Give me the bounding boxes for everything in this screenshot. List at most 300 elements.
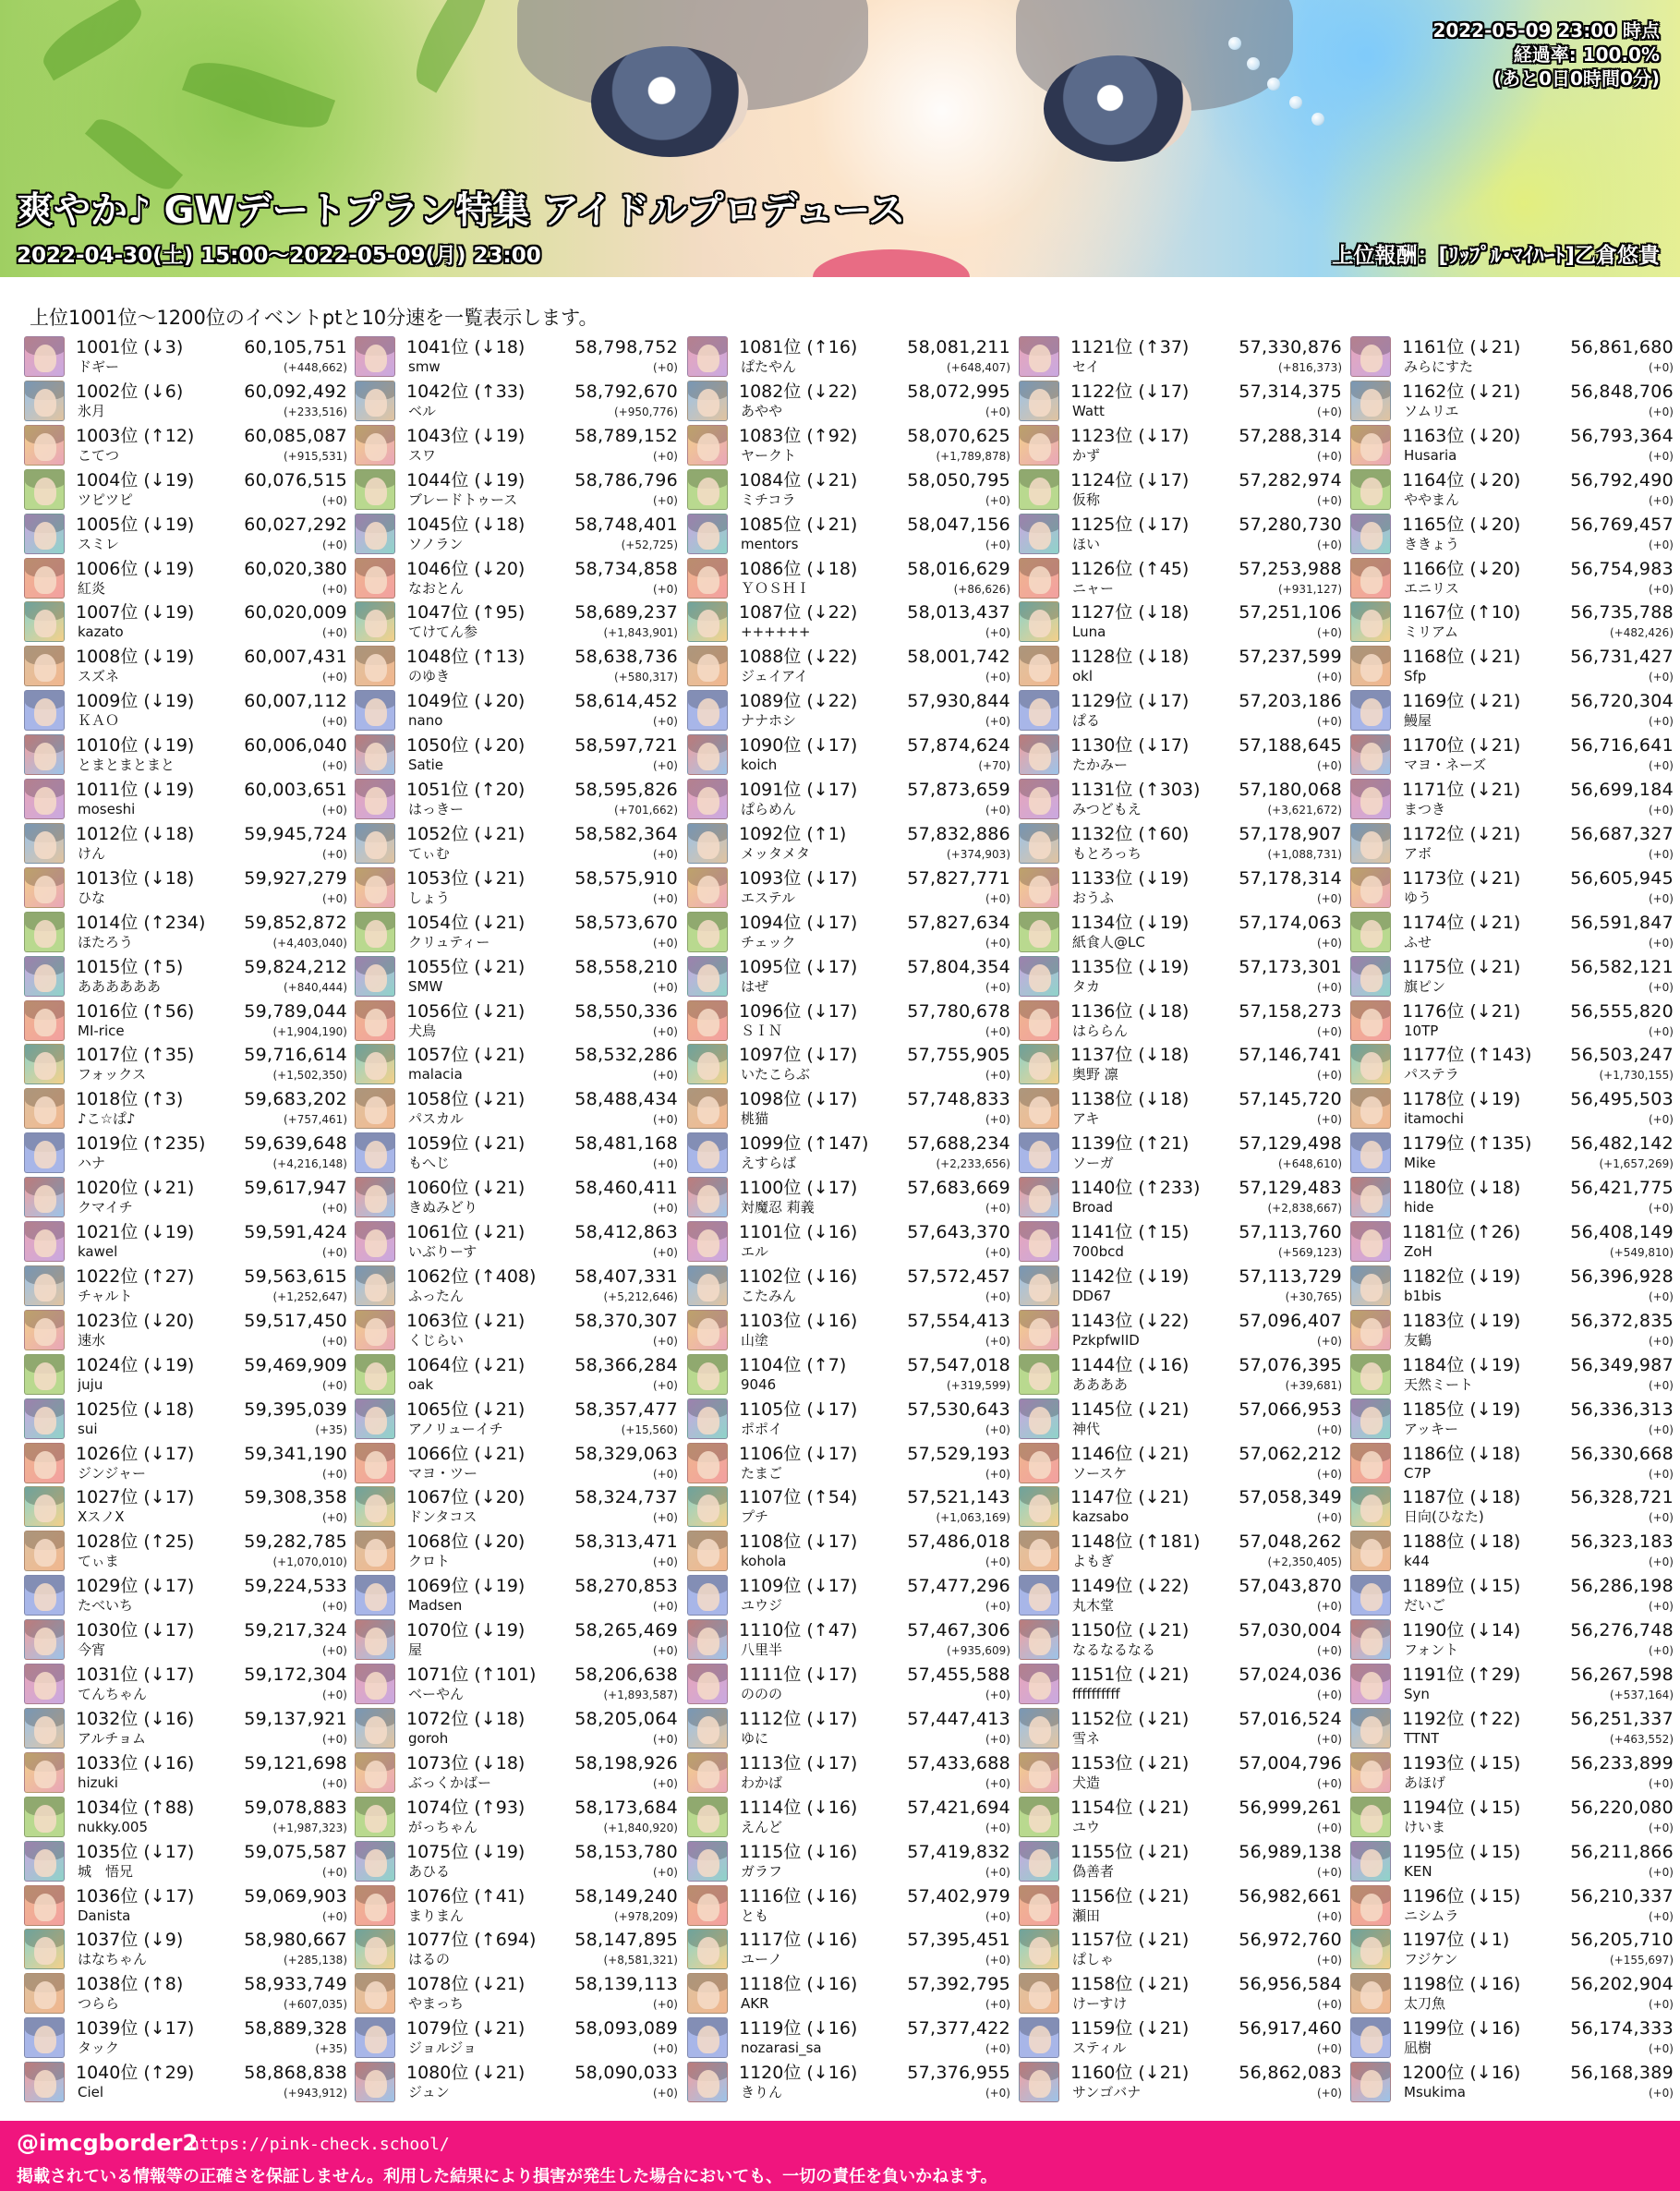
producer-name: ポポイ (741, 1421, 783, 1437)
rank-label: 1188位 (↓18) (1402, 1531, 1521, 1553)
ten-minute-speed: (+0) (321, 759, 347, 773)
ten-minute-speed: (+701,662) (613, 804, 678, 817)
ten-minute-speed: (+0) (652, 715, 678, 729)
ranking-entry (24, 1573, 347, 1617)
event-points: 57,251,106 (1239, 602, 1342, 623)
producer-name: かず (1072, 447, 1101, 464)
ten-minute-speed: (+374,903) (946, 847, 1010, 861)
event-points: 60,006,040 (244, 735, 347, 757)
producer-name: Broad (1072, 1200, 1114, 1217)
idol-avatar (1350, 1752, 1391, 1793)
ten-minute-speed: (+0) (1316, 1776, 1342, 1790)
event-points: 57,288,314 (1239, 425, 1342, 446)
producer-name: パステラ (1404, 1067, 1459, 1083)
rank-label: 1047位 (↑95) (406, 602, 526, 623)
producer-name: nukky.005 (78, 1819, 148, 1835)
ranking-entry (1019, 1971, 1342, 2015)
idol-avatar (687, 1132, 728, 1173)
event-points: 57,402,979 (907, 1885, 1010, 1907)
idol-avatar (1350, 2017, 1391, 2058)
idol-avatar (1350, 823, 1391, 864)
intro-text: 上位1001位～1200位のイベントptと10分速を一覧表示します。 (30, 307, 598, 329)
rank-label: 1089位 (↓22) (739, 691, 858, 712)
idol-avatar (24, 601, 65, 642)
event-points: 56,396,928 (1570, 1265, 1674, 1287)
event-points: 58,789,152 (574, 425, 678, 446)
ten-minute-speed: (+0) (985, 936, 1010, 950)
event-points: 58,139,113 (574, 1974, 678, 1995)
ranking-entry (24, 1397, 347, 1441)
rank-label: 1172位 (↓21) (1402, 823, 1521, 844)
idol-avatar (1019, 1708, 1059, 1749)
event-points: 60,027,292 (244, 514, 347, 535)
idol-avatar (1019, 1486, 1059, 1527)
event-points: 58,070,625 (907, 425, 1010, 446)
rank-label: 1169位 (↓21) (1402, 691, 1521, 712)
ten-minute-speed: (+0) (985, 1998, 1010, 2012)
event-points: 58,980,667 (244, 1930, 347, 1951)
event-points: 59,591,424 (244, 1222, 347, 1242)
idol-avatar (1019, 1973, 1059, 2014)
ranking-entry (1350, 732, 1674, 777)
ten-minute-speed: (+0) (1316, 2087, 1342, 2100)
idol-avatar (1019, 381, 1059, 421)
producer-name: ミチコラ (741, 491, 796, 508)
event-points: 57,547,018 (907, 1354, 1010, 1375)
event-points: 59,341,190 (244, 1443, 347, 1464)
ranking-entry (1019, 2060, 1342, 2104)
ranking-entry (355, 644, 678, 688)
idol-avatar (1019, 1044, 1059, 1084)
producer-name: てぃま (78, 1554, 119, 1570)
producer-name: ほたろう (78, 934, 134, 950)
idol-avatar (355, 1841, 395, 1882)
event-points: 57,174,063 (1239, 912, 1342, 933)
idol-avatar (24, 956, 65, 997)
rank-label: 1078位 (↓21) (406, 1974, 526, 1995)
ten-minute-speed: (+0) (985, 1024, 1010, 1038)
idol-avatar (24, 690, 65, 731)
producer-name: kawel (78, 1244, 118, 1260)
idol-avatar (24, 2062, 65, 2102)
producer-name: まつき (1404, 802, 1446, 817)
rank-label: 1036位 (↓17) (76, 1885, 195, 1907)
event-points: 59,945,724 (244, 823, 347, 844)
ranking-entry (687, 599, 1010, 644)
producer-name: 700bcd (1072, 1244, 1124, 1260)
event-points: 57,282,974 (1239, 469, 1342, 490)
event-points: 58,575,910 (574, 867, 678, 889)
ten-minute-speed: (+86,626) (953, 582, 1010, 596)
ten-minute-speed: (+0) (1648, 847, 1674, 861)
idol-avatar (1350, 1664, 1391, 1704)
rank-label: 1145位 (↓21) (1070, 1398, 1190, 1420)
ten-minute-speed: (+0) (652, 759, 678, 773)
producer-name: ぱらめん (741, 802, 797, 817)
idol-avatar (355, 734, 395, 775)
idol-avatar (355, 690, 395, 731)
ten-minute-speed: (+0) (1648, 493, 1674, 507)
idol-avatar (24, 469, 65, 510)
idol-avatar (1019, 1354, 1059, 1395)
producer-name: ドンタコス (408, 1509, 477, 1526)
producer-name: けん (78, 845, 106, 862)
ten-minute-speed: (+0) (1316, 1821, 1342, 1834)
idol-avatar (24, 1398, 65, 1439)
ten-minute-speed: (+0) (985, 2087, 1010, 2100)
event-points: 58,573,670 (574, 912, 678, 933)
ranking-entry (1350, 1131, 1674, 1175)
ten-minute-speed: (+1,893,587) (603, 1689, 678, 1701)
rank-label: 1065位 (↓21) (406, 1398, 526, 1420)
ranking-entry (24, 1750, 347, 1795)
producer-name: ベル (408, 403, 437, 419)
rank-label: 1049位 (↓20) (406, 691, 526, 712)
event-points: 58,366,284 (574, 1354, 678, 1375)
event-points: 58,206,638 (574, 1664, 678, 1685)
ranking-entry (1350, 1795, 1674, 1839)
event-points: 56,408,149 (1570, 1222, 1674, 1242)
ranking-entry (687, 1131, 1010, 1175)
producer-name: 山塗 (741, 1332, 769, 1349)
idol-avatar (687, 1531, 728, 1571)
producer-name: 9046 (741, 1376, 777, 1393)
idol-avatar (687, 956, 728, 997)
producer-name: Msukima (1404, 2085, 1466, 2101)
ten-minute-speed: (+155,697) (1609, 1954, 1674, 1967)
producer-name: はなちゃん (78, 1952, 148, 1968)
ranking-column (1350, 334, 1674, 2108)
idol-avatar (687, 734, 728, 775)
producer-name: エステル (741, 890, 795, 906)
ranking-entry (687, 1617, 1010, 1662)
rank-label: 1119位 (↓16) (739, 2018, 858, 2040)
rank-label: 1150位 (↓21) (1070, 1620, 1190, 1641)
rank-label: 1101位 (↓16) (739, 1222, 858, 1242)
ten-minute-speed: (+0) (985, 493, 1010, 507)
rank-label: 1006位 (↓19) (76, 558, 195, 579)
ranking-entry (355, 1573, 678, 1617)
ten-minute-speed: (+1,789,878) (936, 449, 1010, 463)
ten-minute-speed: (+0) (1648, 1865, 1674, 1879)
ranking-entry (687, 1175, 1010, 1219)
producer-name: k44 (1404, 1554, 1430, 1570)
ten-minute-speed: (+0) (985, 1909, 1010, 1923)
event-points: 56,330,668 (1570, 1443, 1674, 1464)
rank-label: 1024位 (↓19) (76, 1354, 195, 1375)
event-points: 58,270,853 (574, 1576, 678, 1597)
ten-minute-speed: (+0) (652, 1246, 678, 1259)
idol-avatar (687, 1664, 728, 1704)
ranking-entry (24, 644, 347, 688)
producer-name: ああああああ (78, 978, 162, 995)
ten-minute-speed: (+0) (1316, 1069, 1342, 1083)
event-points: 60,076,515 (244, 469, 347, 490)
idol-avatar (1019, 867, 1059, 908)
idol-avatar (687, 2017, 728, 2058)
producer-name: hide (1404, 1200, 1434, 1217)
ten-minute-speed: (+2,233,656) (936, 1157, 1010, 1171)
ten-minute-speed: (+0) (1648, 1998, 1674, 2012)
event-points: 59,172,304 (244, 1664, 347, 1685)
ten-minute-speed: (+0) (1648, 804, 1674, 817)
event-points: 57,554,413 (907, 1310, 1010, 1331)
idol-avatar (355, 2062, 395, 2102)
ranking-entry (1350, 599, 1674, 644)
producer-name: nozarasi_sa (741, 2040, 822, 2057)
remaining-time: (あと0日0時間0分) (1493, 67, 1660, 90)
ranking-entry (355, 1264, 678, 1308)
producer-name: あやや (741, 403, 783, 419)
reward-text: 上位報酬：[ﾘｯﾌﾟﾙ･ﾏｲﾊｰﾄ]乙倉悠貴 (1332, 244, 1660, 268)
producer-name: おうふ (1072, 890, 1115, 906)
ranking-entry (687, 910, 1010, 954)
ranking-entry (355, 732, 678, 777)
rank-label: 1179位 (↑135) (1402, 1133, 1532, 1155)
event-points: 58,265,469 (574, 1620, 678, 1641)
producer-name: えすらば (741, 1156, 797, 1172)
ranking-entry (1019, 999, 1342, 1043)
ranking-entry (1350, 467, 1674, 512)
event-points: 57,237,599 (1239, 647, 1342, 668)
ten-minute-speed: (+1,840,920) (603, 1821, 678, 1834)
ten-minute-speed: (+0) (1316, 1113, 1342, 1127)
pearl-decoration (1228, 37, 1241, 50)
ten-minute-speed: (+0) (985, 1865, 1010, 1879)
ten-minute-speed: (+0) (1316, 449, 1342, 463)
producer-name: スミレ (78, 536, 120, 552)
rank-label: 1002位 (↓6) (76, 381, 184, 402)
idol-avatar (687, 1486, 728, 1527)
ten-minute-speed: (+0) (985, 1689, 1010, 1701)
ten-minute-speed: (+0) (985, 980, 1010, 994)
ranking-entry (355, 1086, 678, 1131)
eye-illustration (591, 46, 748, 157)
producer-name: まりまん (408, 1907, 465, 1924)
ranking-entry (1350, 556, 1674, 600)
ten-minute-speed: (+0) (985, 2042, 1010, 2056)
producer-name: 旗ピン (1404, 978, 1446, 995)
idol-avatar (355, 514, 395, 554)
idol-avatar (24, 558, 65, 599)
event-points: 56,731,427 (1570, 647, 1674, 668)
idol-avatar (355, 1486, 395, 1527)
event-points: 59,395,039 (244, 1398, 347, 1420)
producer-name: ユウ (1072, 1819, 1101, 1835)
ten-minute-speed: (+0) (1648, 1644, 1674, 1658)
producer-name: 八里半 (741, 1642, 783, 1659)
idol-avatar (687, 1354, 728, 1395)
idol-avatar (1019, 1752, 1059, 1793)
ten-minute-speed: (+1,904,190) (272, 1024, 347, 1038)
ten-minute-speed: (+0) (985, 1246, 1010, 1259)
ranking-entry (1019, 1750, 1342, 1795)
ten-minute-speed: (+0) (1648, 1909, 1674, 1923)
event-points: 56,862,083 (1239, 2063, 1342, 2084)
ranking-entry (355, 1706, 678, 1750)
event-points: 58,407,331 (574, 1265, 678, 1287)
rank-label: 1187位 (↓18) (1402, 1487, 1521, 1508)
rank-label: 1082位 (↓22) (739, 381, 858, 402)
idol-avatar (687, 381, 728, 421)
ten-minute-speed: (+0) (321, 1511, 347, 1525)
ten-minute-speed: (+0) (652, 2087, 678, 2100)
ten-minute-speed: (+70) (978, 759, 1010, 773)
ranking-entry (687, 1529, 1010, 1573)
ranking-entry (687, 777, 1010, 821)
producer-name: タカ (1072, 978, 1101, 995)
idol-avatar (24, 646, 65, 686)
event-points: 58,050,795 (907, 469, 1010, 490)
ranking-entry (1350, 954, 1674, 999)
idol-avatar (687, 646, 728, 686)
ten-minute-speed: (+0) (985, 1776, 1010, 1790)
event-points: 60,020,009 (244, 602, 347, 623)
event-points: 56,202,904 (1570, 1974, 1674, 1995)
rank-label: 1008位 (↓19) (76, 647, 195, 668)
ranking-entry (355, 1883, 678, 1928)
idol-avatar (24, 867, 65, 908)
footer (0, 2121, 1680, 2191)
event-points: 57,832,886 (907, 823, 1010, 844)
idol-avatar (687, 1841, 728, 1882)
site-link[interactable]: https://pink-check.school/ (189, 2135, 450, 2154)
rank-label: 1014位 (↑234) (76, 912, 206, 933)
ten-minute-speed: (+0) (1316, 1334, 1342, 1348)
rank-label: 1105位 (↓17) (739, 1398, 858, 1420)
rank-label: 1195位 (↓15) (1402, 1841, 1521, 1862)
idol-avatar (1350, 646, 1391, 686)
ten-minute-speed: (+0) (985, 1334, 1010, 1348)
ten-minute-speed: (+0) (1648, 891, 1674, 905)
ranking-entry (24, 556, 347, 600)
producer-name: エニリス (1404, 580, 1459, 597)
producer-name: malacia (408, 1067, 463, 1083)
rank-label: 1113位 (↓17) (739, 1752, 858, 1773)
ten-minute-speed: (+39,681) (1285, 1378, 1342, 1392)
producer-name: ふったん (408, 1288, 465, 1304)
rank-label: 1115位 (↓16) (739, 1841, 858, 1862)
event-points: 58,081,211 (907, 337, 1010, 357)
event-points: 57,043,870 (1239, 1576, 1342, 1597)
rank-label: 1061位 (↓21) (406, 1222, 526, 1242)
timestamp-box (1327, 18, 1660, 111)
ranking-entry (24, 1042, 347, 1086)
event-points: 57,048,262 (1239, 1531, 1342, 1553)
rank-label: 1160位 (↓21) (1070, 2063, 1190, 2084)
rank-label: 1146位 (↓21) (1070, 1443, 1190, 1464)
idol-avatar (355, 646, 395, 686)
idol-avatar (1019, 1929, 1059, 1969)
rank-label: 1088位 (↓22) (739, 647, 858, 668)
rank-label: 1158位 (↓21) (1070, 1974, 1190, 1995)
rank-label: 1057位 (↓21) (406, 1045, 526, 1066)
ten-minute-speed: (+0) (321, 804, 347, 817)
ranking-column (355, 334, 678, 2108)
ten-minute-speed: (+0) (652, 1202, 678, 1216)
rank-label: 1062位 (↑408) (406, 1265, 537, 1287)
event-points: 56,372,835 (1570, 1310, 1674, 1331)
producer-name: てぃむ (408, 845, 450, 862)
idol-avatar (24, 734, 65, 775)
rank-label: 1182位 (↓19) (1402, 1265, 1521, 1287)
ten-minute-speed: (+648,610) (1277, 1157, 1342, 1171)
ten-minute-speed: (+0) (1316, 493, 1342, 507)
event-points: 58,792,670 (574, 381, 678, 402)
idol-avatar (687, 1221, 728, 1262)
producer-name: ゆう (1404, 890, 1432, 906)
rank-label: 1176位 (↓21) (1402, 1000, 1521, 1022)
producer-name: ソムリエ (1404, 403, 1459, 419)
ranking-entry (1019, 1839, 1342, 1883)
ranking-entry (687, 379, 1010, 423)
event-points: 60,085,087 (244, 425, 347, 446)
producer-name: ほい (1072, 536, 1101, 552)
ten-minute-speed: (+0) (1648, 1202, 1674, 1216)
rank-label: 1159位 (↓21) (1070, 2018, 1190, 2040)
event-points: 56,972,760 (1239, 1930, 1342, 1951)
idol-avatar (1350, 1088, 1391, 1129)
producer-name: サンゴバナ (1072, 2085, 1142, 2101)
producer-name: メッタメタ (741, 845, 811, 862)
event-points: 57,643,370 (907, 1222, 1010, 1242)
ranking-entry (24, 2015, 347, 2060)
event-points: 58,370,307 (574, 1310, 678, 1331)
ten-minute-speed: (+0) (1648, 2042, 1674, 2056)
event-points: 56,495,503 (1570, 1089, 1674, 1110)
rank-label: 1141位 (↑15) (1070, 1222, 1190, 1242)
producer-name: smw (408, 359, 441, 375)
ten-minute-speed: (+0) (1648, 1821, 1674, 1834)
idol-avatar (1350, 514, 1391, 554)
ten-minute-speed: (+0) (652, 1555, 678, 1569)
pearl-decoration (1289, 96, 1302, 109)
ten-minute-speed: (+0) (985, 1555, 1010, 1569)
idol-avatar (1350, 2062, 1391, 2102)
ten-minute-speed: (+0) (1316, 1954, 1342, 1967)
producer-name: がっちゃん (408, 1819, 478, 1835)
idol-avatar (1019, 425, 1059, 466)
rank-label: 1054位 (↓21) (406, 912, 526, 933)
event-points: 57,253,988 (1239, 558, 1342, 579)
idol-avatar (24, 1044, 65, 1084)
event-points: 56,220,080 (1570, 1797, 1674, 1818)
ten-minute-speed: (+0) (985, 1113, 1010, 1127)
ten-minute-speed: (+0) (1648, 449, 1674, 463)
producer-name: のゆき (408, 669, 451, 685)
idol-avatar (1019, 646, 1059, 686)
ten-minute-speed: (+943,912) (283, 2087, 347, 2100)
rank-label: 1058位 (↓21) (406, 1089, 526, 1110)
idol-avatar (24, 1841, 65, 1882)
rank-label: 1073位 (↓18) (406, 1752, 526, 1773)
idol-avatar (687, 823, 728, 864)
event-points: 56,716,641 (1570, 735, 1674, 757)
twitter-handle[interactable]: @imcgborder2 (17, 2130, 199, 2156)
rank-label: 1034位 (↑88) (76, 1797, 195, 1818)
event-points: 56,769,457 (1570, 514, 1674, 535)
rank-label: 1043位 (↓19) (406, 425, 526, 446)
event-points: 58,147,895 (574, 1930, 678, 1951)
ranking-entry (687, 1883, 1010, 1928)
elapsed-rate: 経過率: 100.0% (1513, 43, 1660, 66)
ranking-entry (355, 954, 678, 999)
idol-avatar (687, 469, 728, 510)
ten-minute-speed: (+0) (652, 847, 678, 861)
rank-label: 1003位 (↑12) (76, 425, 195, 446)
rank-label: 1139位 (↑21) (1070, 1133, 1190, 1155)
ranking-entry (1019, 1617, 1342, 1662)
